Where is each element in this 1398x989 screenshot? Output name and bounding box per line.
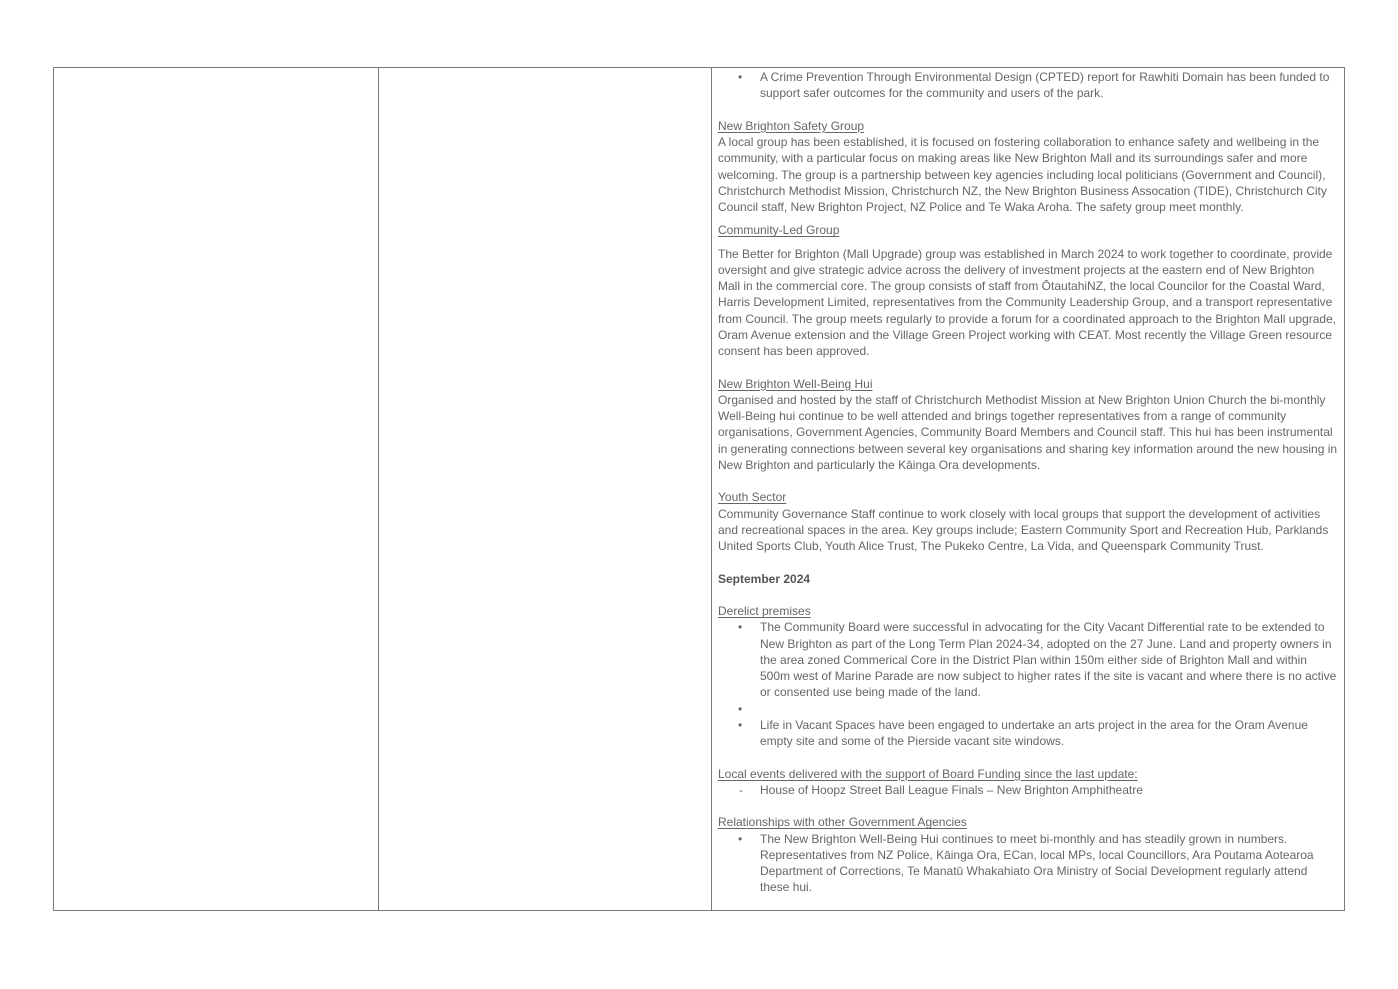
section-body: The Better for Brighton (Mall Upgrade) group was established in March 2024 to work together to coordinate, provide oversight and give strategic advice across the delivery of investment projects at the eastern end of New Brighton Mall in the commercial core. The group consists of staff from ŌtautahiNZ, the local Councilor for the Coastal Ward, Harris Development Limited, representatives from the Community Leadership Group, and a transport representative from Council. The group meets regularly to provide a forum for a coordinated approach to the Brighton Mall upgrade, Oram Avenue extension and the Village Green Project working with CEAT. Most recently the Village Green resource consent has been approved. [718,246,1337,358]
month-heading: September 2024 [718,571,811,586]
list-item: • Life in Vacant Spaces have been engaged to undertake an arts project in the area for the Oram Avenue empty site and some of the Pierside vacant site windows. [718,717,1338,750]
list-item: • A Crime Prevention Through Environmental Design (CPTED) report for Rawhiti Domain has been funded to support safer outcomes for the community and users of the park. [718,69,1338,102]
table-cell-column-2 [379,68,712,910]
section-body: Organised and hosted by the staff of Christchurch Methodist Mission at New Brighton Union Church the bi-monthly Well-Being hui continue to be well attended and brings together representatives from a range of community organisations, Government Agencies, Community Board Members and Council staff. This hui has been instrumental in generating connections between several key organisations and sharing key information around the new housing in New Brighton and particularly the Kāinga Ora developments. [718,392,1338,472]
table-cell-column-1 [54,68,379,910]
section-heading: New Brighton Well-Being Hui [718,376,873,391]
table-cell-column-3 [712,68,1344,910]
safety-group-section [718,118,1338,216]
section-body: Community Governance Staff continue to work closely with local groups that support the development of activities and recreational spaces in the area. Key groups include; Eastern Community Sport and Recreation Hub, Parklands United Sports Club, Youth Alice Trust, The Pukeko Centre, La Vida, and Queenspark Community Trust. [718,506,1329,553]
list-item: - House of Hoopz Street Ball League Finals – New Brighton Amphitheatre [718,782,1338,798]
section-heading: Local events delivered with the support of Board Funding since the last update: [718,766,1138,781]
section-heading: New Brighton Safety Group [718,118,865,133]
community-led-section [718,222,1338,359]
government-agencies-section [718,814,1338,895]
section-heading: Community-Led Group [718,223,840,238]
derelict-premises-section [718,603,1338,749]
report-table [53,67,1345,911]
section-heading: Relationships with other Government Agencies [718,815,967,830]
local-events-list [718,782,1338,798]
list-item: • The Community Board were successful in advocating for the City Vacant Differential rate to be extended to New Brighton as part of the Long Term Plan 2024-34, adopted on the 27 June. Land and property owners in the area zoned Commerical Core in the District Plan within 150m either side of Brighton Mall and within 500m west of Marine Parade are now subject to higher rates if the site is vacant and where there is no active or consented use being made of the land. [718,619,1338,700]
section-heading: Youth Sector [718,490,787,505]
derelict-list [718,619,1338,749]
section-body: A local group has been established, it is focused on fostering collaboration to enhance safety and wellbeing in the community, with a particular focus on making areas like New Brighton Mall and its surroundings safer and more welcoming. The group is a partnership between key agencies including local politicians (Government and Council), Christchurch Methodist Mission, Christchurch NZ, the New Brighton Business Assocation (TIDE), Christchurch City Council staff, New Brighton Project, NZ Police and Te Waka Aroha. The safety group meet monthly. [718,135,1327,214]
youth-sector-section [718,489,1338,554]
wellbeing-hui-section [718,376,1338,474]
section-heading: Derelict premises [718,604,811,618]
agencies-list [718,831,1338,896]
list-item: • The New Brighton Well-Being Hui continues to meet bi-monthly and has steadily grown in numbers. Representatives from NZ Police, Kāinga Ora, ECan, local MPs, local Councillors, Ara Poutama Aotearoa Department of Corrections, Te Manatū Whakahiato Ora Ministry of Social Development regularly attend these hui. [718,831,1338,896]
local-events-section [718,766,1338,799]
cpted-list [718,69,1338,102]
